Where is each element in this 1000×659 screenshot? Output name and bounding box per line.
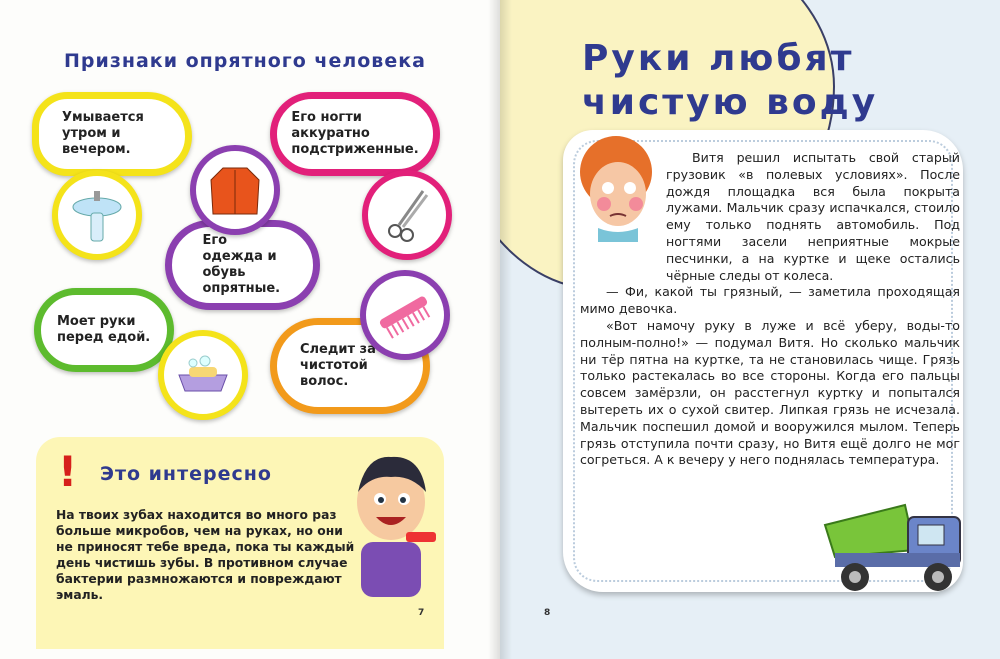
right-page <box>500 0 1000 659</box>
boy-toothbrush-illustration <box>346 447 436 597</box>
sink-icon <box>52 170 142 260</box>
story-text <box>580 150 960 469</box>
info-text: На твоих зубах находится во много раз больше микробов, чем на руках, но они не приносят тебе вреда, пока ты каждый день чистишь зубы. В противном случае бактерии размножаются и повреждают эмаль. <box>56 508 355 602</box>
exclamation-mark: ! <box>58 447 78 496</box>
cloud-wash <box>32 92 192 176</box>
cloud-text: Его ногти аккуратно подстриженные. <box>291 110 419 157</box>
cloud-nails <box>270 92 440 176</box>
soap-icon <box>158 330 248 420</box>
page-number: 8 <box>544 608 551 618</box>
page-number: 7 <box>418 608 425 618</box>
scissors-icon <box>362 170 452 260</box>
cloud-text: Его одежда и обувь опрятные. <box>202 233 281 296</box>
left-page-title: Признаки опрятного человека <box>64 50 426 72</box>
jacket-icon <box>190 145 280 235</box>
info-box <box>36 437 444 649</box>
book-spine-shadow <box>488 0 512 659</box>
cloud-text: Моет руки перед едой. <box>57 314 151 345</box>
cloud-text: Следит за чистотой волос. <box>300 342 376 389</box>
story-title-line2: чистую воду <box>582 82 879 123</box>
story-paragraph: — Фи, какой ты грязный, — заметила проходящая мимо девочка. <box>580 284 960 317</box>
story-paragraph: Витя решил испытать свой старый грузовик «в полевых условиях». После дождя площадка вся была покрыта лужами. Мальчик сразу испачкался, стоило ему только поднять автомобиль. Под ногтями засели неприятные мокрые песчинки, а на куртке и щеке остались чёрные следы от колеса. <box>666 150 960 283</box>
story-paragraph: «Вот намочу руку в луже и всё уберу, воды-то полным-полно!» — подумал Витя. Но сколько мальчик ни тёр пятна на куртке, та не становилась чище. Грязь только растекалась во все стороны. Когда его пальцы совсем замёрзли, он расстегнул куртку и попытался вытереть их о сухой свитер. Липкая грязь не исчезала. Мальчик поспешил домой и вооружился мылом. Теперь грязь отступила почти сразу, но Витя ещё долго не мог согреться. А к вечеру у него поднялась температура. <box>580 317 960 468</box>
story-title-line1: Руки любят <box>582 38 855 79</box>
cloud-text: Умывается утром и вечером. <box>62 110 144 157</box>
cloud-hands <box>34 288 174 372</box>
info-heading: Это интересно <box>100 463 272 485</box>
comb-icon <box>360 270 450 360</box>
dump-truck-illustration <box>820 495 970 595</box>
